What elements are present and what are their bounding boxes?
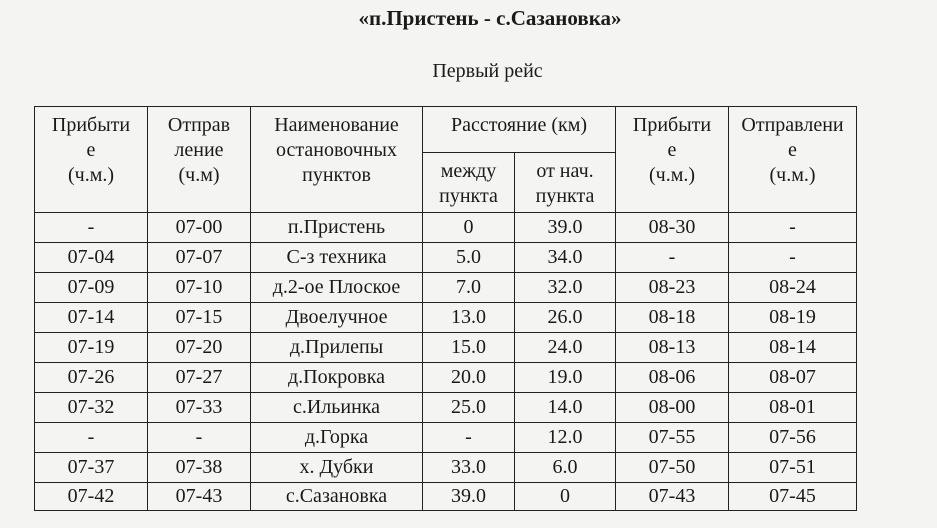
arrival-return-cell: 08-18 bbox=[616, 303, 729, 333]
departure-cell: 07-20 bbox=[148, 333, 251, 363]
arrival-cell: 07-09 bbox=[35, 273, 148, 303]
departure-cell: 07-33 bbox=[148, 393, 251, 423]
distance-from-start-cell: 19.0 bbox=[515, 363, 616, 393]
distance-between-cell: 39.0 bbox=[423, 483, 515, 511]
table-row bbox=[35, 243, 857, 273]
arrival-cell: 07-37 bbox=[35, 453, 148, 483]
arrival-return-cell: 08-30 bbox=[616, 213, 729, 243]
header-arrival-return: Прибыти е (ч.м.) bbox=[616, 107, 729, 213]
departure-return-cell: - bbox=[729, 213, 857, 243]
arrival-return-cell: 07-55 bbox=[616, 423, 729, 453]
arrival-return-cell: - bbox=[616, 243, 729, 273]
distance-between-cell: 5.0 bbox=[423, 243, 515, 273]
distance-from-start-cell: 6.0 bbox=[515, 453, 616, 483]
trip-subtitle: Первый рейс bbox=[432, 60, 543, 82]
departure-return-cell: 08-01 bbox=[729, 393, 857, 423]
stop-name-cell: с.Сазановка bbox=[251, 483, 423, 511]
distance-between-cell: - bbox=[423, 423, 515, 453]
document-title: «п.Пристень - с.Сазановка» bbox=[358, 6, 622, 30]
table-row bbox=[35, 213, 857, 243]
header-arrival: Прибыти е (ч.м.) bbox=[35, 107, 148, 213]
table-row bbox=[35, 363, 857, 393]
departure-return-cell: 08-14 bbox=[729, 333, 857, 363]
departure-return-cell: - bbox=[729, 243, 857, 273]
distance-from-start-cell: 12.0 bbox=[515, 423, 616, 453]
header-distance-from-start: от нач. пункта bbox=[515, 153, 616, 213]
table-row bbox=[35, 393, 857, 423]
header-distance: Расстояние (км) bbox=[423, 107, 616, 153]
departure-return-cell: 07-56 bbox=[729, 423, 857, 453]
header-departure: Отправ ление (ч.м) bbox=[148, 107, 251, 213]
stop-name-cell: х. Дубки bbox=[251, 453, 423, 483]
distance-between-cell: 33.0 bbox=[423, 453, 515, 483]
header-distance-between: между пункта bbox=[423, 153, 515, 213]
distance-between-cell: 15.0 bbox=[423, 333, 515, 363]
arrival-cell: - bbox=[35, 213, 148, 243]
distance-between-cell: 7.0 bbox=[423, 273, 515, 303]
table-row bbox=[35, 423, 857, 453]
distance-between-cell: 13.0 bbox=[423, 303, 515, 333]
distance-between-cell: 25.0 bbox=[423, 393, 515, 423]
distance-from-start-cell: 39.0 bbox=[515, 213, 616, 243]
stop-name-cell: д.Горка bbox=[251, 423, 423, 453]
stop-name-cell: д.Прилепы bbox=[251, 333, 423, 363]
arrival-cell: 07-04 bbox=[35, 243, 148, 273]
arrival-return-cell: 08-06 bbox=[616, 363, 729, 393]
distance-between-cell: 0 bbox=[423, 213, 515, 243]
departure-cell: 07-43 bbox=[148, 483, 251, 511]
arrival-return-cell: 07-50 bbox=[616, 453, 729, 483]
arrival-return-cell: 07-43 bbox=[616, 483, 729, 511]
departure-cell: 07-27 bbox=[148, 363, 251, 393]
stop-name-cell: С-з техника bbox=[251, 243, 423, 273]
stop-name-cell: п.Пристень bbox=[251, 213, 423, 243]
distance-from-start-cell: 34.0 bbox=[515, 243, 616, 273]
arrival-cell: 07-32 bbox=[35, 393, 148, 423]
departure-return-cell: 08-07 bbox=[729, 363, 857, 393]
departure-cell: 07-38 bbox=[148, 453, 251, 483]
departure-cell: - bbox=[148, 423, 251, 453]
table-row bbox=[35, 453, 857, 483]
table-row bbox=[35, 333, 857, 363]
arrival-return-cell: 08-00 bbox=[616, 393, 729, 423]
departure-cell: 07-10 bbox=[148, 273, 251, 303]
distance-from-start-cell: 24.0 bbox=[515, 333, 616, 363]
distance-between-cell: 20.0 bbox=[423, 363, 515, 393]
departure-return-cell: 07-51 bbox=[729, 453, 857, 483]
arrival-return-cell: 08-13 bbox=[616, 333, 729, 363]
table-row bbox=[35, 303, 857, 333]
stop-name-cell: Двоелучное bbox=[251, 303, 423, 333]
distance-from-start-cell: 32.0 bbox=[515, 273, 616, 303]
departure-cell: 07-00 bbox=[148, 213, 251, 243]
header-departure-return: Отправлени е (ч.м.) bbox=[729, 107, 857, 213]
table-row bbox=[35, 273, 857, 303]
departure-cell: 07-07 bbox=[148, 243, 251, 273]
arrival-cell: 07-14 bbox=[35, 303, 148, 333]
stop-name-cell: д.Покровка bbox=[251, 363, 423, 393]
stop-name-cell: д.2-ое Плоское bbox=[251, 273, 423, 303]
departure-return-cell: 07-45 bbox=[729, 483, 857, 511]
distance-from-start-cell: 0 bbox=[515, 483, 616, 511]
schedule-table bbox=[34, 106, 857, 511]
arrival-cell: - bbox=[35, 423, 148, 453]
departure-return-cell: 08-19 bbox=[729, 303, 857, 333]
arrival-cell: 07-19 bbox=[35, 333, 148, 363]
arrival-return-cell: 08-23 bbox=[616, 273, 729, 303]
departure-return-cell: 08-24 bbox=[729, 273, 857, 303]
distance-from-start-cell: 26.0 bbox=[515, 303, 616, 333]
departure-cell: 07-15 bbox=[148, 303, 251, 333]
distance-from-start-cell: 14.0 bbox=[515, 393, 616, 423]
table-row bbox=[35, 483, 857, 511]
arrival-cell: 07-26 bbox=[35, 363, 148, 393]
arrival-cell: 07-42 bbox=[35, 483, 148, 511]
stop-name-cell: с.Ильинка bbox=[251, 393, 423, 423]
header-stop-name: Наименование остановочных пунктов bbox=[251, 107, 423, 213]
